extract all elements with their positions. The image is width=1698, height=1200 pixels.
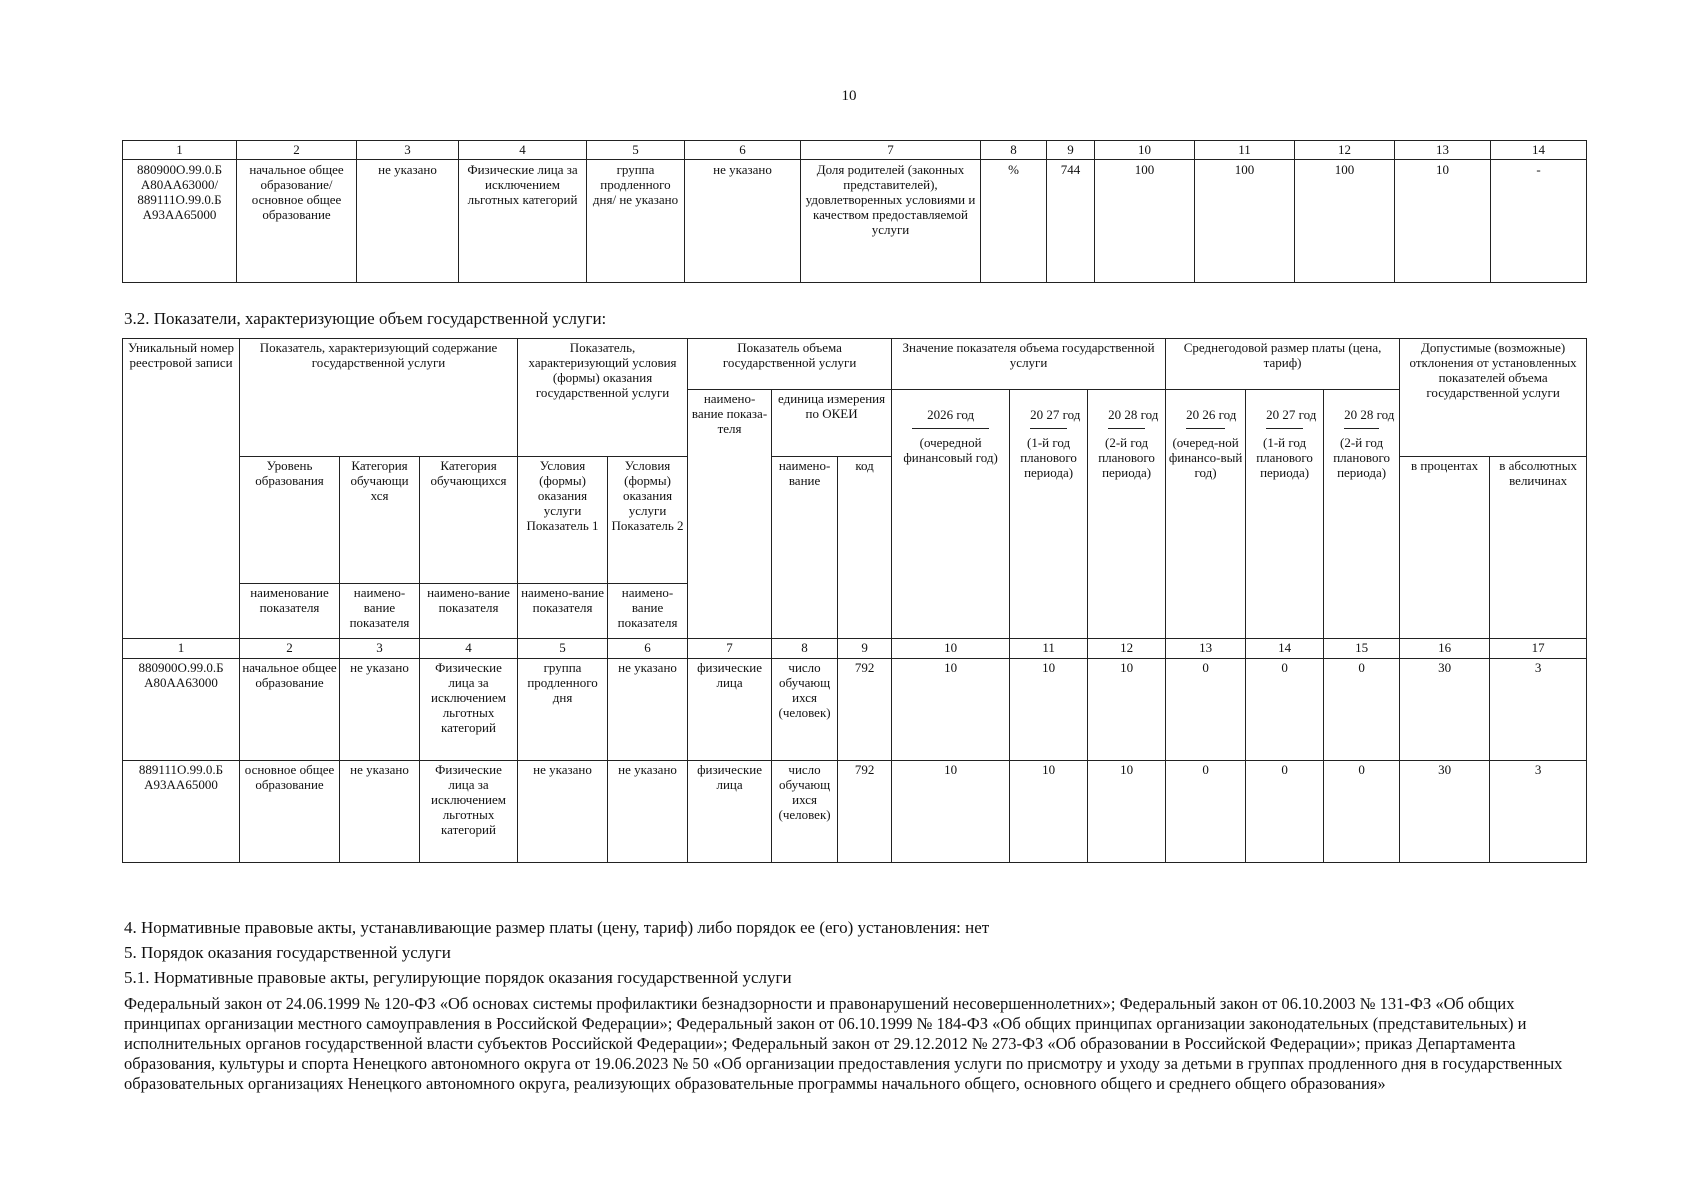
section-3-2-heading: 3.2. Показатели, характеризующие объем государственной услуги:: [124, 309, 607, 328]
year-label: 20 27 год: [1266, 391, 1303, 429]
indicator-name: Доля родителей (законных представителей), удовлетворенных условиями и качеством предоставляемой услуги: [801, 160, 981, 283]
year-label: 2026 год: [912, 391, 989, 429]
section-5-1-text: 5.1. Нормативные правовые акты, регулирующие порядок оказания государственной услуги: [124, 968, 792, 987]
column-number: 6: [608, 639, 688, 659]
fee-cell: 0: [1324, 659, 1400, 761]
unit-name-header: наимено-вание: [772, 457, 838, 639]
category-cell: Физические лица за исключением льготных категорий: [459, 160, 587, 283]
column-number: 9: [1047, 141, 1095, 160]
deviations-header: Допустимые (возможные) отклонения от установленных показателей объема государственной услуги: [1400, 339, 1587, 457]
unit-name: число обучающ ихся (человек): [772, 659, 838, 761]
fee-cell: 0: [1166, 761, 1246, 863]
column-number: 7: [801, 141, 981, 160]
volume-indicator-header: Показатель объема государственной услуги: [688, 339, 892, 390]
condition-1-header: Условия (формы) оказания услуги Показатель 1: [518, 457, 608, 584]
condition-cell: группа продленного дня/ не указано: [587, 160, 685, 283]
condition-cell: не указано: [518, 761, 608, 863]
category-cell: не указано: [340, 659, 420, 761]
deviation-absolute: -: [1491, 160, 1587, 283]
year-sub-label: (2-й год планового периода): [1098, 435, 1155, 480]
year-2028-header: [1088, 390, 1166, 639]
header-row: [123, 339, 1587, 390]
year-2027-header: [1010, 390, 1088, 639]
year-label: 20 26 год: [1186, 391, 1225, 429]
volume-name: физические лица: [688, 761, 772, 863]
column-number: 5: [518, 639, 608, 659]
value-cell: 10: [892, 761, 1010, 863]
deviation-absolute: 3: [1490, 659, 1587, 761]
value-cell: 100: [1095, 160, 1195, 283]
condition-cell: не указано: [608, 659, 688, 761]
category-cell: Физические лица за исключением льготных категорий: [420, 761, 518, 863]
column-number: 11: [1010, 639, 1088, 659]
unit-code: 792: [838, 659, 892, 761]
deviation-percent: 30: [1400, 761, 1490, 863]
value-cell: 100: [1195, 160, 1295, 283]
value-cell: 100: [1295, 160, 1395, 283]
unit-okei-header: единица измерения по ОКЕИ: [772, 390, 892, 457]
year-sub-label: (2-й год планового периода): [1333, 435, 1390, 480]
value-cell: 10: [892, 659, 1010, 761]
unit-name: число обучающ ихся (человек): [772, 761, 838, 863]
column-number: 8: [772, 639, 838, 659]
year-sub-label: (1-й год планового периода): [1020, 435, 1077, 480]
value-cell: 10: [1088, 761, 1166, 863]
quality-indicators-table: [122, 140, 1587, 283]
column-number: 11: [1195, 141, 1295, 160]
table-row: [123, 761, 1587, 863]
deviation-percent: 10: [1395, 160, 1491, 283]
code-cell: 744: [1047, 160, 1095, 283]
volume-name: физические лица: [688, 659, 772, 761]
fee-cell: 0: [1324, 761, 1400, 863]
content-indicator-header: Показатель, характеризующий содержание государственной услуги: [240, 339, 518, 457]
column-number: 12: [1295, 141, 1395, 160]
column-number: 8: [981, 141, 1047, 160]
fee-cell: 0: [1166, 659, 1246, 761]
dev-percent-header: в процентах: [1400, 457, 1490, 639]
fee-cell: 0: [1246, 761, 1324, 863]
table-row: [123, 659, 1587, 761]
column-number: 14: [1491, 141, 1587, 160]
fee-2027-header: [1246, 390, 1324, 639]
column-number: 10: [892, 639, 1010, 659]
column-number: 7: [688, 639, 772, 659]
registry-number: 880900О.99.0.Б А80АА63000: [123, 659, 240, 761]
column-number: 15: [1324, 639, 1400, 659]
column-number: 2: [240, 639, 340, 659]
column-number: 2: [237, 141, 357, 160]
condition-cell: не указано: [608, 761, 688, 863]
category-a-header: Категория обучающи хся: [340, 457, 420, 584]
column-number: 1: [123, 639, 240, 659]
column-number: 16: [1400, 639, 1490, 659]
year-label: 20 27 год: [1030, 391, 1067, 429]
column-number: 9: [838, 639, 892, 659]
condition-cell: группа продленного дня: [518, 659, 608, 761]
indicator-name-header: наимено-вание показателя: [420, 584, 518, 639]
indicator-name-header: наимено-вание показателя: [608, 584, 688, 639]
condition-cell: не указано: [685, 160, 801, 283]
value-cell: 10: [1088, 659, 1166, 761]
section-5-text: 5. Порядок оказания государственной услуги: [124, 943, 451, 962]
year-sub-label: (1-й год планового периода): [1256, 435, 1313, 480]
category-b-header: Категория обучающихся: [420, 457, 518, 584]
volume-name-header: наимено-вание показа-теля: [688, 390, 772, 639]
education-level: начальное общее образование/ основное общее образование: [237, 160, 357, 283]
level-header: Уровень образования: [240, 457, 340, 584]
laws-paragraph: Федеральный закон от 24.06.1999 № 120-ФЗ «Об основах системы профилактики безнадзорности и правонарушений несовершеннолетних»; Федеральный закон от 06.10.2003 № 131-ФЗ «Об общих принципах организации местного самоуправления в Российской Федерации»; Федеральный закон от 06.10.1999 № 184-ФЗ «Об общих принципах организации законодательных (представительных) и исполнительных органов государственной власти субъектов Российской Федерации»; Федеральный закон от 29.12.2012 № 273-ФЗ «Об образовании в Российской Федерации»; приказ Департамента образования, культуры и спорта Ненецкого автономного округа от 19.06.2023 № 50 «Об организации предоставления услуги по присмотру и уходу за детьми в группах продленного дня в государственных образовательных организациях Ненецкого автономного округа, реализующих образовательные программы начального общего, основного общего и среднего общего образования»: [124, 994, 1563, 1093]
column-number: 4: [459, 141, 587, 160]
unit-cell: %: [981, 160, 1047, 283]
value-cell: 10: [1010, 761, 1088, 863]
page-number: 10: [841, 88, 857, 104]
registry-header: Уникальный номер реестровой записи: [123, 339, 240, 639]
column-number: 5: [587, 141, 685, 160]
year-sub-label: (очередной финансовый год): [903, 435, 998, 465]
column-number: 3: [357, 141, 459, 160]
section-4-text: 4. Нормативные правовые акты, устанавливающие размер платы (цену, тариф) либо порядок ее (его) установления: нет: [124, 918, 990, 937]
education-level: начальное общее образование: [240, 659, 340, 761]
column-number: 10: [1095, 141, 1195, 160]
column-number: 6: [685, 141, 801, 160]
column-numbers-row: [123, 639, 1587, 659]
category-cell: Физические лица за исключением льготных категорий: [420, 659, 518, 761]
column-number: 1: [123, 141, 237, 160]
column-number: 13: [1395, 141, 1491, 160]
fee-cell: 0: [1246, 659, 1324, 761]
column-number: 3: [340, 639, 420, 659]
table-row: [123, 160, 1587, 283]
conditions-indicator-header: Показатель, характеризующий условия (формы) оказания государственной услуги: [518, 339, 688, 457]
year-2026-header: [892, 390, 1010, 639]
deviation-percent: 30: [1400, 659, 1490, 761]
year-label: 20 28 год: [1344, 391, 1379, 429]
unit-code-header: код: [838, 457, 892, 639]
fee-2026-header: [1166, 390, 1246, 639]
column-number: 13: [1166, 639, 1246, 659]
deviation-absolute: 3: [1490, 761, 1587, 863]
category-cell: не указано: [357, 160, 459, 283]
column-number: 4: [420, 639, 518, 659]
year-sub-label: (очеред-ной финансо-вый год): [1168, 435, 1243, 480]
volume-value-header: Значение показателя объема государственной услуги: [892, 339, 1166, 390]
unit-code: 792: [838, 761, 892, 863]
education-level: основное общее образование: [240, 761, 340, 863]
volume-indicators-table: [122, 338, 1587, 863]
column-number: 14: [1246, 639, 1324, 659]
registry-number: 889111О.99.0.Б А93АА65000: [123, 761, 240, 863]
indicator-name-header: наимено-вание показателя: [340, 584, 420, 639]
column-number: 12: [1088, 639, 1166, 659]
avg-fee-header: Среднегодовой размер платы (цена, тариф): [1166, 339, 1400, 390]
indicator-name-header: наимено-вание показателя: [518, 584, 608, 639]
fee-2028-header: [1324, 390, 1400, 639]
column-numbers-row: [123, 141, 1587, 160]
value-cell: 10: [1010, 659, 1088, 761]
condition-2-header: Условия (формы) оказания услуги Показатель 2: [608, 457, 688, 584]
category-cell: не указано: [340, 761, 420, 863]
dev-absolute-header: в абсолютных величинах: [1490, 457, 1587, 639]
registry-number: 880900О.99.0.Б А80АА63000/ 889111О.99.0.Б А93АА65000: [123, 160, 237, 283]
indicator-name-header: наименование показателя: [240, 584, 340, 639]
column-number: 17: [1490, 639, 1587, 659]
year-label: 20 28 год: [1108, 391, 1145, 429]
